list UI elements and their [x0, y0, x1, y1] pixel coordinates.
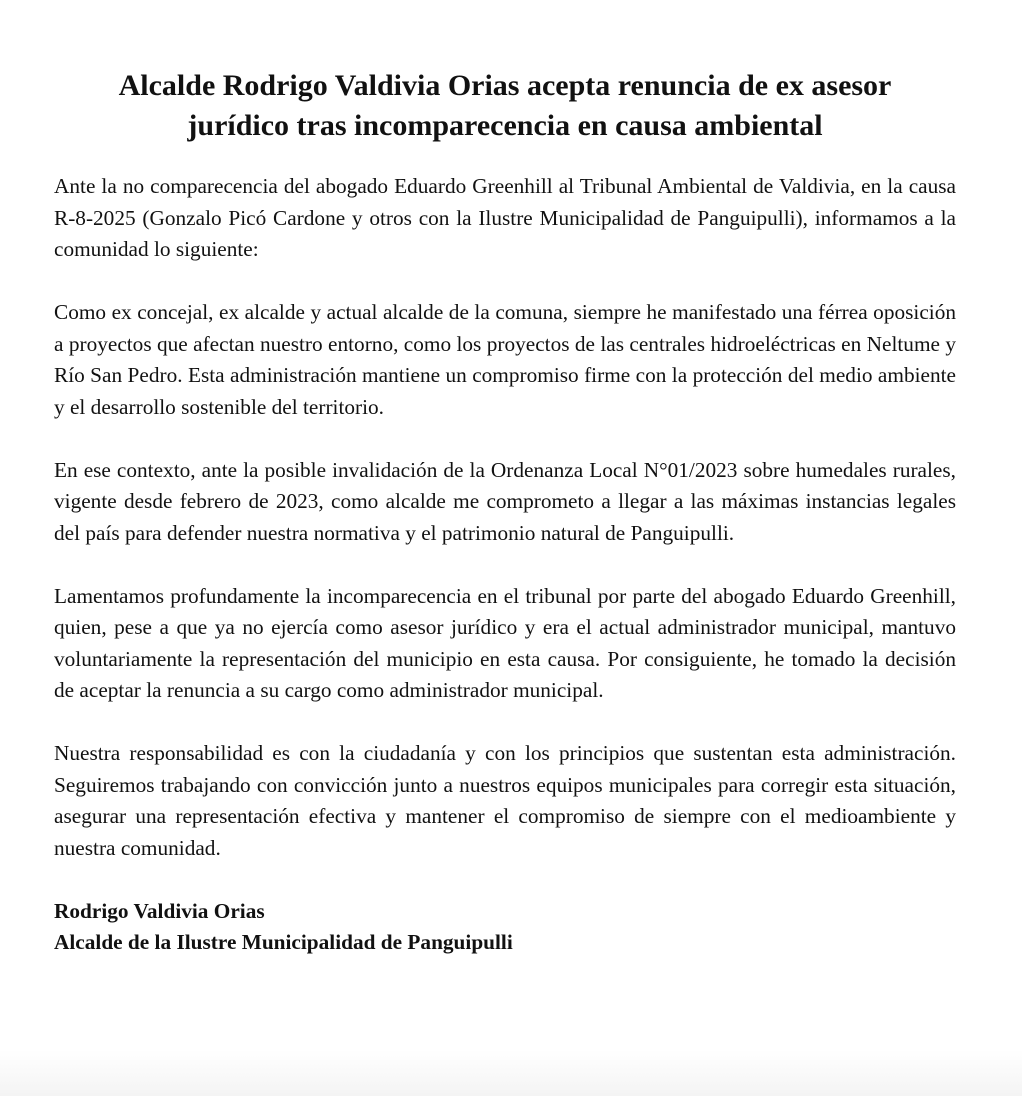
signature-block: [54, 896, 956, 959]
paragraph-position: Como ex concejal, ex alcalde y actual alcalde de la comuna, siempre he manifestado una férrea oposición a proyectos que afectan nuestro entorno, como los proyectos de las centrales hidroeléctricas en Neltume y Río San Pedro. Esta administración mantiene un compromiso firme con la protección del medio ambiente y el desarrollo sostenible del territorio.: [54, 300, 956, 419]
paragraph-commitment: Nuestra responsabilidad es con la ciudadanía y con los principios que sustentan esta administración. Seguiremos trabajando con convicción junto a nuestros equipos municipales para corregir esta situación, asegurar una representación efectiva y mantener el compromiso de siempre con el medioambiente y nuestra comunidad.: [54, 741, 956, 860]
page-bottom-shadow: [0, 1050, 1022, 1096]
signature-name: Rodrigo Valdivia Orias: [54, 898, 265, 923]
signature-role: Alcalde de la Ilustre Municipalidad de Panguipulli: [54, 930, 513, 954]
document-body: [54, 171, 956, 864]
paragraph-resignation: Lamentamos profundamente la incomparecencia en el tribunal por parte del abogado Eduardo Greenhill, quien, pese a que ya no ejercía como asesor jurídico y era el actual administrador municipal, mantuvo voluntariamente la representación del municipio en esta causa. Por consiguiente, he tomado la decisión de aceptar la renuncia a su cargo como administrador municipal.: [54, 583, 956, 702]
paragraph-ordinance: En ese contexto, ante la posible invalidación de la Ordenanza Local N°01/2023 sobre humedales rurales, vigente desde febrero de 2023, como alcalde me comprometo a llegar a las máximas instancias legales del país para defender nuestra normativa y el patrimonio natural de Panguipulli.: [54, 457, 956, 545]
document-title-line-2: jurídico tras incomparecencia en causa ambiental: [187, 109, 823, 142]
document-title: [54, 66, 956, 146]
statement-document: [54, 66, 956, 959]
paragraph-intro: Ante la no comparecencia del abogado Eduardo Greenhill al Tribunal Ambiental de Valdivia, en la causa R-8-2025 (Gonzalo Picó Cardone y otros con la Ilustre Municipalidad de Panguipulli), informamos a la comunidad lo siguiente:: [54, 174, 956, 261]
document-title-line-1: Alcalde Rodrigo Valdivia Orias acepta renuncia de ex asesor: [118, 69, 892, 102]
